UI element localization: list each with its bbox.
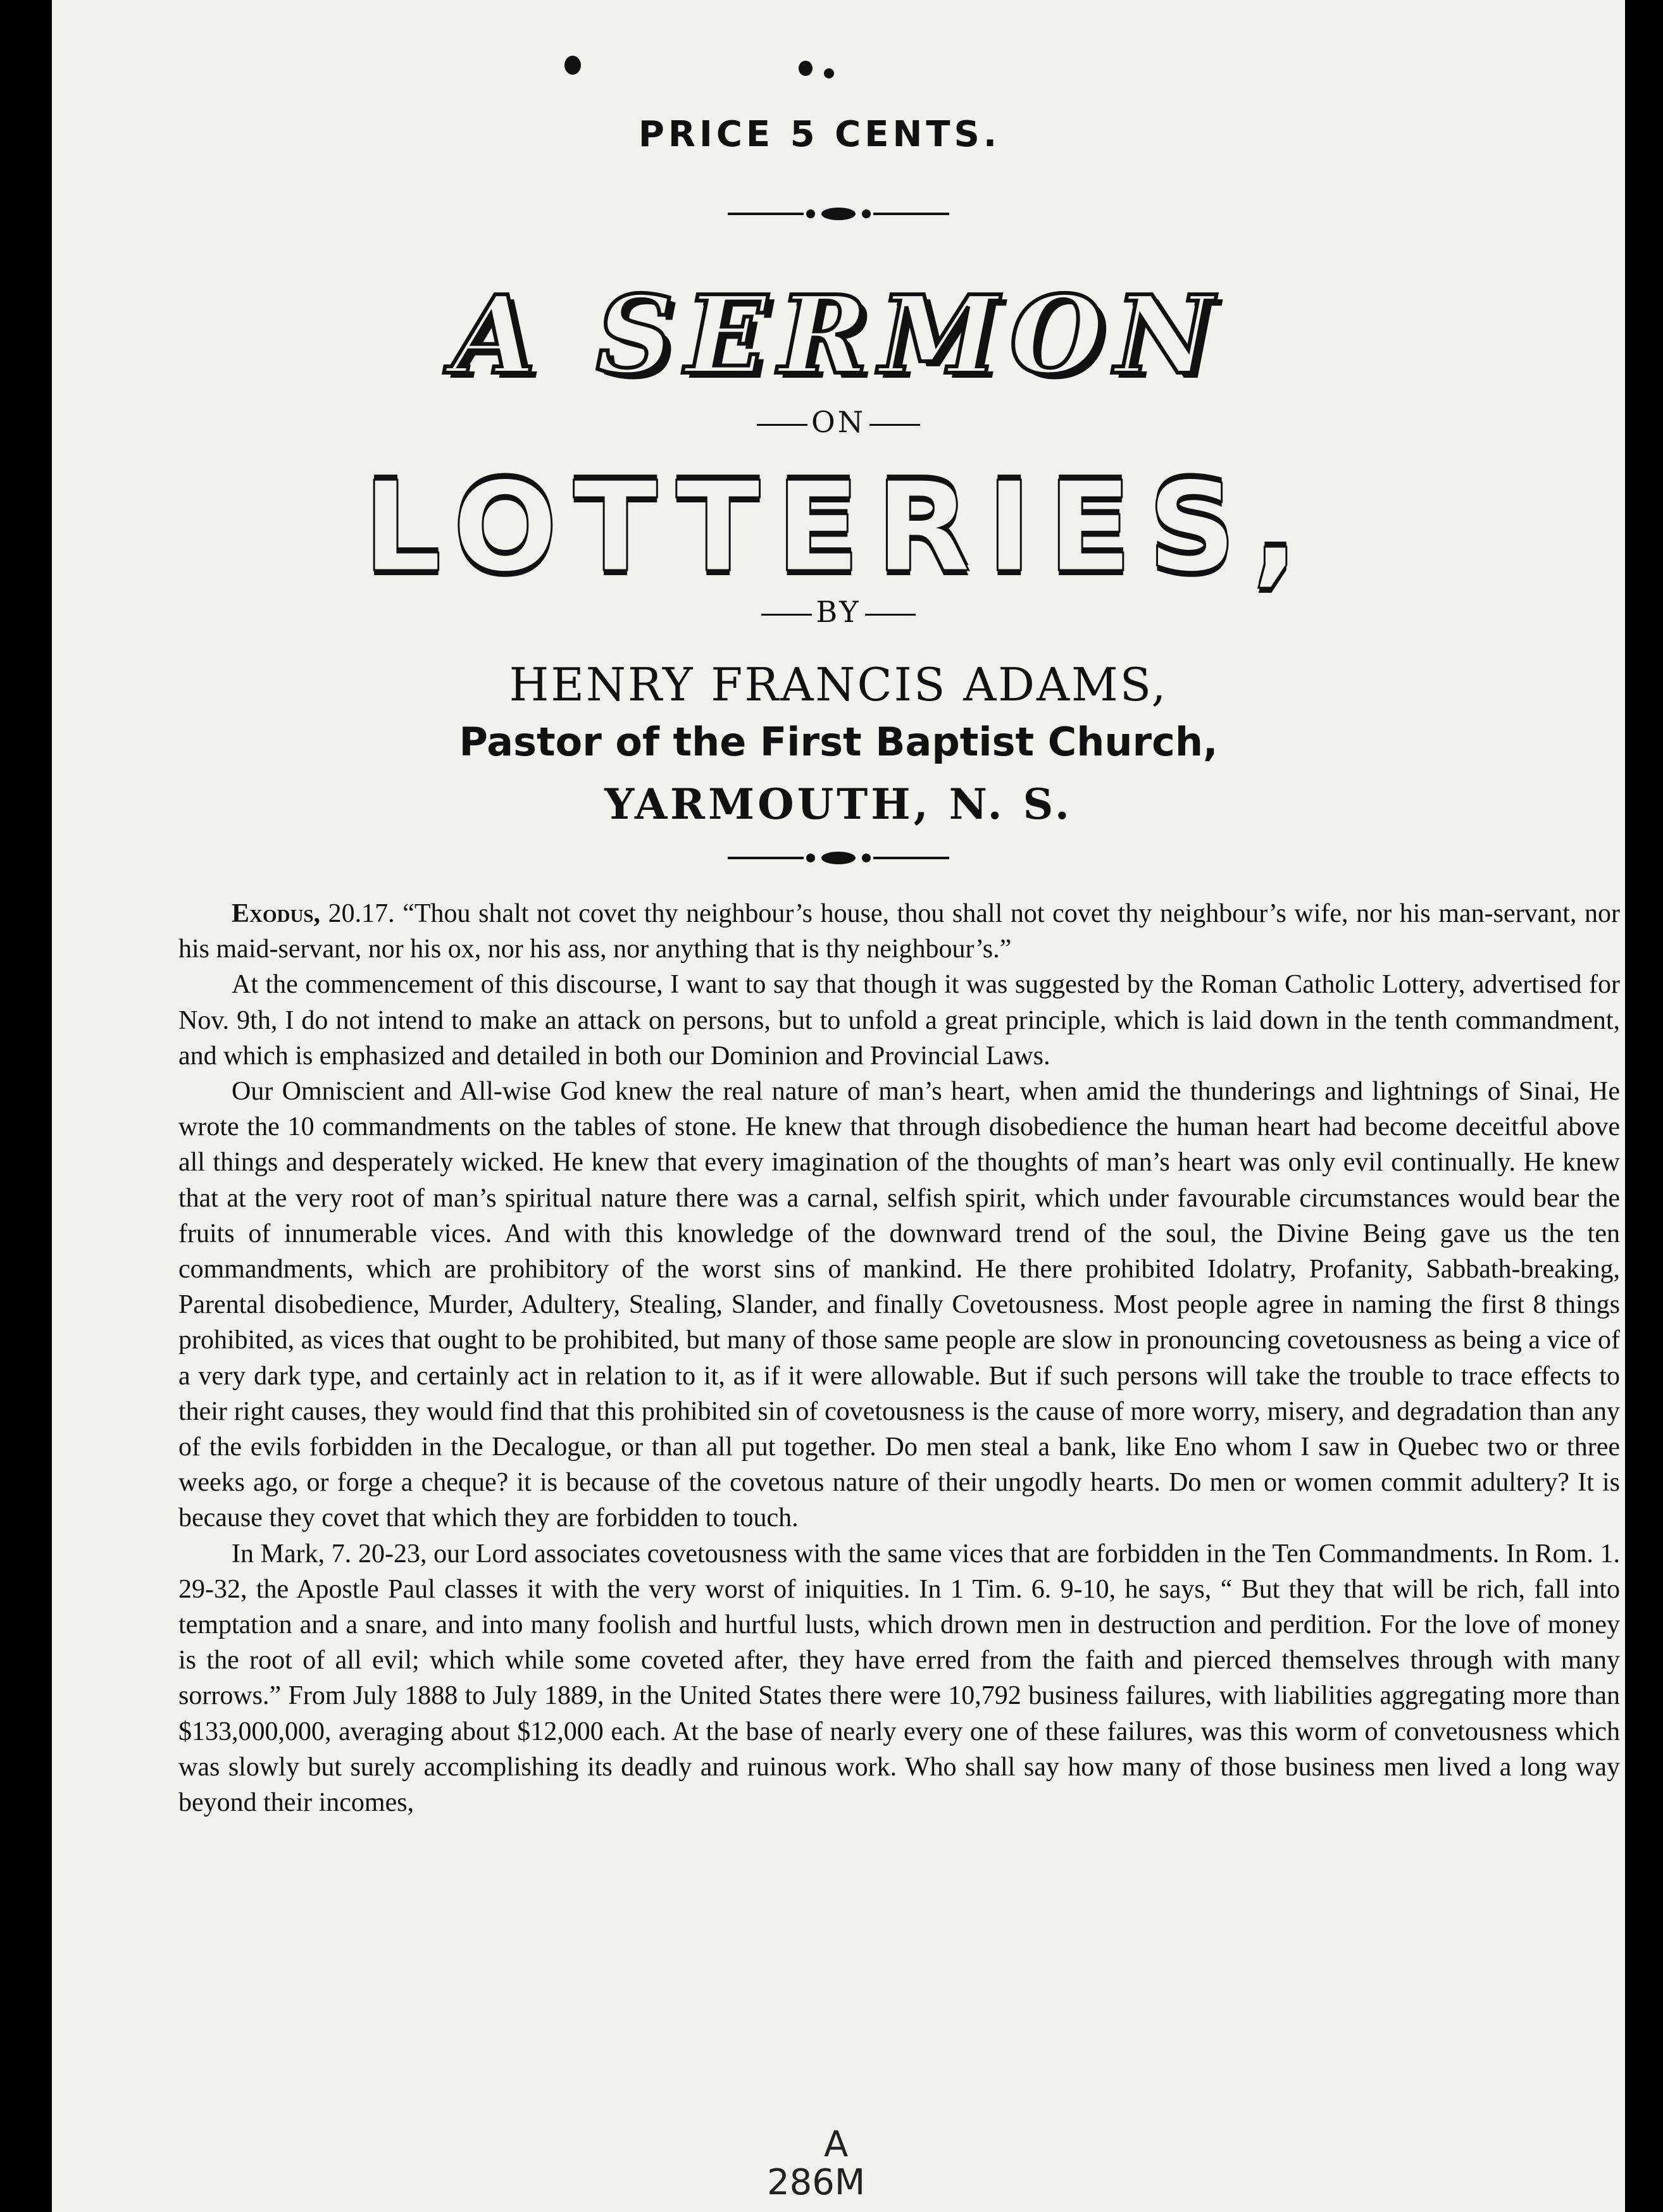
title-connector-on [52, 405, 1625, 439]
by-label: BY [816, 595, 861, 629]
scripture-text: 20.17. “Thou shalt not covet thy neighbour’s house, thou shall not covet thy neighbour’s wife, nor his man-servant, nor his maid-servant, nor his ox, nor his ass, nor anything that is thy neighbour’s.” [178, 899, 1620, 964]
author-name: HENRY FRANCIS ADAMS, [509, 658, 1168, 711]
paragraph: In Mark, 7. 20-23, our Lord associates covetousness with the same vices that are forbidden in the Ten Commandments. In Rom. 1. 29-32, the Apostle Paul classes it with the very worst of iniquities. In 1 Tim. 6. 9-10, he says, “ But they that will be rich, fall into temptation and a snare, and into many foolish and hurtful lusts, which drown men in destruction and perdition. For the love of money is the root of all evil; which while some coveted after, they have erred from the faith and pierced themselves through with many sorrows.” From July 1888 to July 1889, in the United States there were 10,792 business failures, with liabilities aggregating more than $133,000,000, averaging about $12,000 each. At the base of nearly every one of these failures, was this worm of convetousness which was slowly but surely accomplishing its deadly and ruinous work. Who shall say how many of those business men lived a long way beyond their incomes, [178, 1539, 1620, 1818]
paragraph: At the commencement of this discourse, I want to say that though it was suggested by the Roman Catholic Lottery, advertised for Nov. 9th, I do not intend to make an attack on persons, but to unfold a great principle, which is laid down in the tenth commandment, and which is emphasized and detailed in both our Dominion and Provincial Laws. [178, 970, 1620, 1071]
on-label: ON [811, 405, 866, 439]
handwritten-annotation [799, 2126, 848, 2164]
ornament-divider [728, 208, 949, 220]
sermon-body [178, 896, 1620, 1820]
annotation-line: 286M [767, 2162, 866, 2203]
ink-blot [564, 56, 581, 75]
ink-blot [799, 61, 813, 76]
subject-heading: LOTTERIES, [363, 456, 1314, 600]
paragraph-scripture [178, 896, 1620, 967]
scripture-reference: Exodus, [232, 899, 321, 928]
title-connector-by [52, 595, 1625, 629]
handwritten-annotation [767, 2164, 865, 2202]
author-position: Pastor of the First Baptist Church, [459, 719, 1218, 765]
author-place: YARMOUTH, N. S. [604, 780, 1073, 829]
sermon-title: A SERMON [452, 272, 1225, 399]
ornament-divider [728, 852, 949, 864]
annotation-line: A [824, 2124, 849, 2165]
paragraph: Our Omniscient and All-wise God knew the real nature of man’s heart, when amid the thunderings and lightnings of Sinai, He wrote the 10 commandments on the tables of stone. He knew that through disobedience the human heart had become deceitful above all things and desperately wicked. He knew that every imagination of the thoughts of man’s heart was only evil continually. He knew that at the very root of man’s spiritual nature there was a carnal, selfish spirit, which under favourable circumstances would bear the fruits of innumerable vices. And with this knowledge of the downward trend of the soul, the Divine Being gave us the ten commandments, which are prohibitory of the worst sins of mankind. He there prohibited Idolatry, Profanity, Sabbath-breaking, Parental disobedience, Murder, Adultery, Stealing, Slander, and finally Covetousness. Most people agree in naming the first 8 things prohibited, as vices that ought to be prohibited, but many of those same people are slow in pronouncing covetousness as being a vice of a very dark type, and certainly act in relation to it, as if it were allowable. But if such persons will take the trouble to trace effects to their right causes, they would find that this prohibited sin of covetousness is the cause of more worry, misery, and degradation than any of the evils forbidden in the Decalogue, or than all put together. Do men steal a bank, like Eno whom I saw in Quebec two or three weeks ago, or forge a cheque? it is because of the covetous nature of their ungodly hearts. Do men or women commit adultery? It is because they covet that which they are forbidden to touch. [178, 1077, 1620, 1533]
price-label: PRICE 5 CENTS. [638, 114, 1001, 155]
document-page [52, 0, 1625, 2212]
ink-blot [824, 68, 834, 78]
